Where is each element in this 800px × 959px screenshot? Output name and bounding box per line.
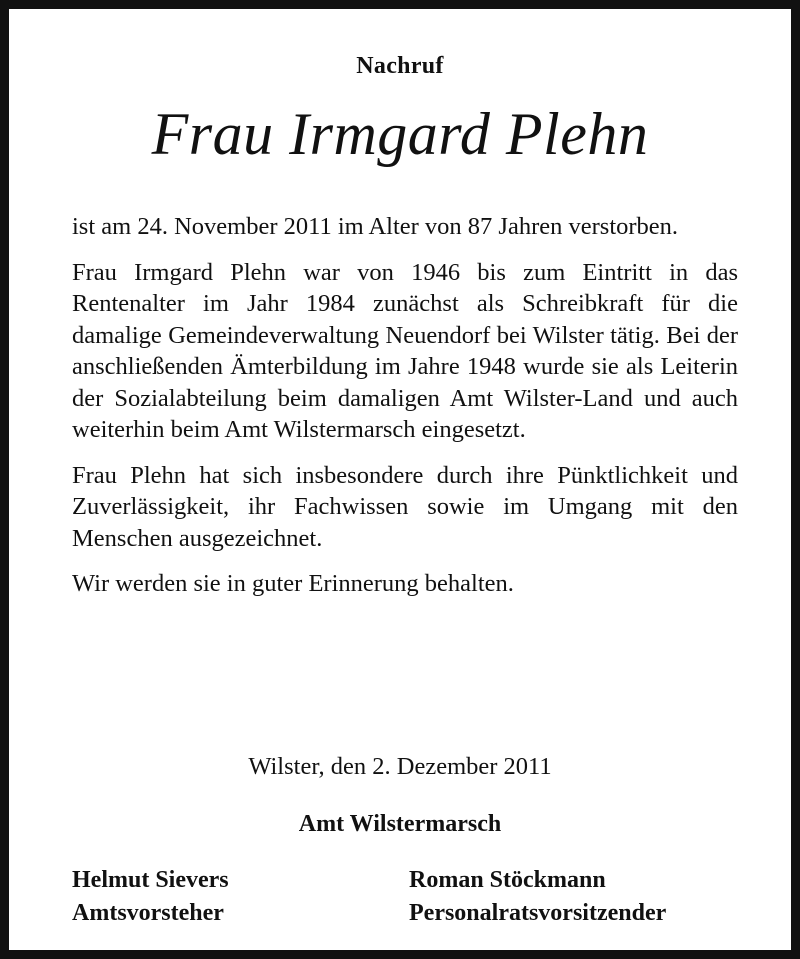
signer-right: [409, 864, 666, 930]
notice-body: [72, 211, 738, 614]
signer-name: Helmut Sievers: [72, 867, 229, 893]
paragraph-career: Frau Irmgard Plehn war von 1946 bis zum Eintritt in das Rentenalter im Jahr 1984 zunächst als Schreibkraft für die damalige Gemeindeverwaltung Neuendorf bei Wilster tätig. Bei der anschließenden Ämterbildung im Jahre 1948 wurde sie als Leiterin der Sozialabteilung beim damaligen Amt Wilster-Land und auch weiterhin beim Amt Wilstermarsch eingesetzt.: [72, 258, 738, 443]
signer-left: [72, 864, 229, 930]
deceased-name: Frau Irmgard Plehn: [151, 101, 649, 167]
signer-title: Personalratsvorsitzender: [409, 900, 667, 926]
paragraph-death-date: ist am 24. November 2011 im Alter von 87 Jahren verstorben.: [72, 213, 679, 240]
signer-name: Roman Stöckmann: [409, 867, 606, 893]
signer-title: Amtsvorsteher: [72, 900, 224, 926]
paragraph-remembrance: Wir werden sie in guter Erinnerung behalten.: [72, 570, 514, 597]
notice-header: Nachruf: [356, 53, 444, 79]
paragraph-tribute: Frau Plehn hat sich insbesondere durch ihre Pünktlichkeit und Zuverlässigkeit, ihr Fachwissen sowie im Umgang mit den Menschen ausgezeichnet.: [72, 461, 738, 552]
organization-name: Amt Wilstermarsch: [298, 811, 502, 837]
place-date: Wilster, den 2. Dezember 2011: [248, 753, 552, 780]
